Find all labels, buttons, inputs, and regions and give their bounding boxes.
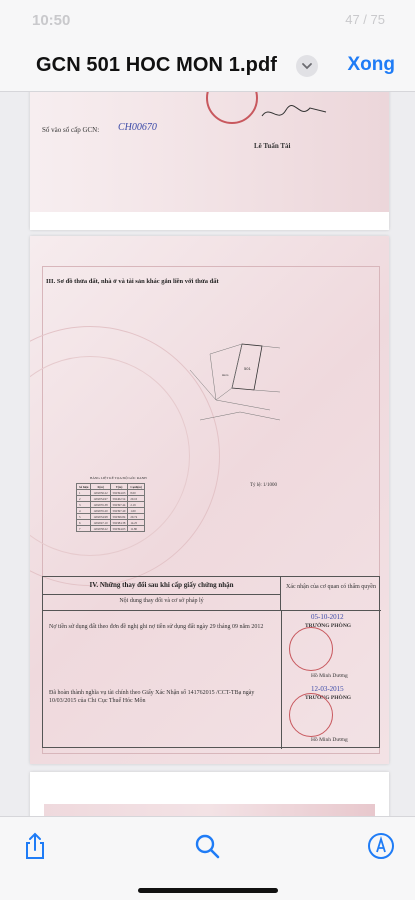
map-scale: Tỷ lệ: 1/1000 <box>250 483 277 488</box>
red-seal-stamp <box>289 627 333 671</box>
coord-cell: 592396.84 <box>110 514 128 520</box>
confirm-title-1: TRƯỞNG PHÒNG <box>305 623 352 629</box>
coord-cell: 592397.44 <box>110 502 128 508</box>
nav-bar <box>0 40 415 92</box>
coord-cell: 592402.54 <box>110 496 128 502</box>
coord-cell: 1.00 <box>128 508 145 514</box>
coord-table-body <box>77 490 145 532</box>
coord-header-cell: Y(m) <box>110 484 128 490</box>
confirm-title-2: TRƯỞNG PHÒNG <box>305 695 352 701</box>
confirm-date-1: 05-10-2012 <box>311 613 344 621</box>
coord-cell: 1202034.98 <box>91 514 110 520</box>
section-title: III. Sơ đồ thửa đất, nhà ở và tài sản khác gắn liền với thửa đất <box>46 278 219 285</box>
coord-cell: 3 <box>77 502 91 508</box>
status-bar <box>0 0 415 40</box>
red-seal-stamp <box>289 693 333 737</box>
document-scroll-view[interactable] <box>0 92 415 816</box>
coord-table <box>76 483 145 532</box>
coord-cell: 1202035.20 <box>91 508 110 514</box>
change-entry-1: Nợ tiền sử dụng đất theo đơn đề nghị ghi nợ tiền sử dụng đất ngày 29 tháng 09 năm 2012 <box>49 624 264 630</box>
coord-cell: 14.25 <box>128 520 145 526</box>
coord-cell: 20.10 <box>128 496 145 502</box>
document-title[interactable]: GCN 501 HOC MON 1.pdf <box>36 54 278 76</box>
share-icon[interactable] <box>20 831 50 861</box>
pdf-page-2 <box>30 236 389 764</box>
svg-text:501: 501 <box>244 366 251 371</box>
coord-cell: 2 <box>77 496 91 502</box>
markup-icon[interactable] <box>366 831 396 861</box>
coord-cell: 5 <box>77 514 91 520</box>
coord-header-cell: Cạnh(m) <box>128 484 145 490</box>
coord-cell: 1202058.22 <box>91 526 110 532</box>
table-row <box>77 526 145 532</box>
svg-text:Hẻm: Hẻm <box>222 373 229 377</box>
coord-cell: 592394.63 <box>110 490 128 496</box>
status-time: 10:50 <box>32 12 71 29</box>
status-indicators: 47 / 75 <box>345 12 385 27</box>
changes-content-col: Nội dung thay đổi và cơ sở pháp lý <box>43 595 281 611</box>
coord-cell: 20.74 <box>128 514 145 520</box>
coord-cell: 4 <box>77 508 91 514</box>
change-entry-2: Đã hoàn thành nghĩa vụ tài chính theo Giấy Xác Nhận số 141762015 /CCT-TBạ ngày 10/03/2015 của Chi Cục Thuế Hóc Môn <box>49 690 255 704</box>
coord-cell: 1202056.22 <box>91 490 110 496</box>
coord-cell: 1202054.97 <box>91 496 110 502</box>
coord-header-cell: X(m) <box>91 484 110 490</box>
done-button[interactable]: Xong <box>347 54 395 75</box>
coord-cell: 11.80 <box>128 526 145 532</box>
coord-cell: 592394.63 <box>110 526 128 532</box>
signer-name: Lê Tuấn Tài <box>254 142 291 150</box>
registry-label: Số vào sổ cấp GCN: <box>42 126 100 134</box>
column-divider <box>281 611 282 749</box>
confirm-date-2: 12-03-2015 <box>311 685 344 693</box>
home-indicator[interactable] <box>138 888 278 893</box>
coord-table-title: BẢNG LIỆT KÊ TỌA ĐỘ GÓC RANH <box>90 476 147 480</box>
chevron-down-icon <box>301 61 313 71</box>
coord-cell: 1202047.10 <box>91 520 110 526</box>
coord-cell: 1202035.38 <box>91 502 110 508</box>
signature-mark <box>260 102 330 124</box>
parcel-diagram <box>180 340 290 450</box>
title-menu-button[interactable] <box>296 55 318 77</box>
coord-header-cell: Số hiệu <box>77 484 91 490</box>
coord-cell: 7 <box>77 526 91 532</box>
coord-cell: 2.19 <box>128 502 145 508</box>
search-icon[interactable] <box>192 831 222 861</box>
coord-cell: 6 <box>77 520 91 526</box>
confirm-signer-2: Hồ Minh Dương <box>311 737 348 743</box>
changes-confirm-col: Xác nhận của cơ quan có thẩm quyền <box>281 577 381 611</box>
coord-cell: 592397.40 <box>110 508 128 514</box>
changes-heading: IV. Những thay đổi sau khi cấp giấy chứng nhận <box>43 577 281 595</box>
coord-cell: 1 <box>77 490 91 496</box>
pdf-page-3 <box>30 772 389 816</box>
page-background <box>44 804 375 816</box>
coord-cell: 592384.38 <box>110 520 128 526</box>
pdf-page-1 <box>30 92 389 230</box>
registry-number: CH00670 <box>118 122 157 133</box>
changes-table <box>42 576 380 748</box>
coord-cell: 8.00 <box>128 490 145 496</box>
confirm-signer-1: Hồ Minh Dương <box>311 673 348 679</box>
